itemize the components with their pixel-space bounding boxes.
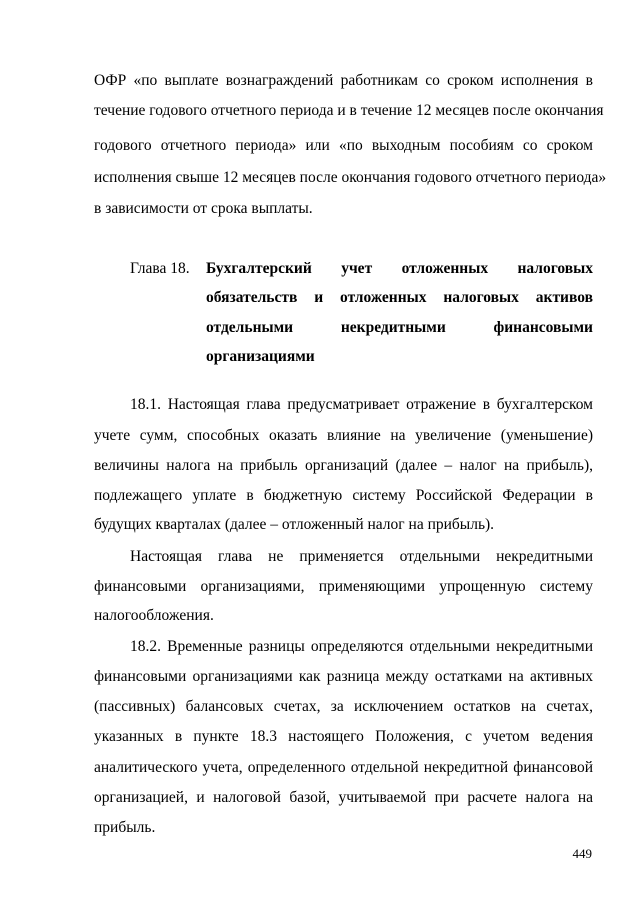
chapter-title-line: отдельными некредитными финансовыми xyxy=(206,319,593,336)
text-line: налогообложения. xyxy=(94,607,214,624)
text-line: годового отчетного периода» или «по выходным пособиям со сроком xyxy=(94,137,593,154)
text-line: 18.2. Временные разницы определяются отдельными некредитными xyxy=(130,638,593,655)
text-line: подлежащего уплате в бюджетную систему Российской Федерации в xyxy=(94,487,593,504)
text-line: ОФР «по выплате вознаграждений работникам со сроком исполнения в xyxy=(94,72,593,89)
text-line: указанных в пункте 18.3 настоящего Положения, с учетом ведения xyxy=(94,728,593,745)
text-line: в зависимости от срока выплаты. xyxy=(94,200,313,217)
text-line: организацией, и налоговой базой, учитываемой при расчете налога на xyxy=(94,789,593,806)
text-line: Настоящая глава не применяется отдельными некредитными xyxy=(130,548,593,565)
chapter-title-line: Бухгалтерский учет отложенных налоговых xyxy=(206,260,593,277)
page-number: 449 xyxy=(572,846,592,861)
text-line: финансовыми организациями, применяющими упрощенную систему xyxy=(94,578,593,595)
text-line: 18.1. Настоящая глава предусматривает отражение в бухгалтерском xyxy=(130,396,593,413)
chapter-title-line: обязательств и отложенных налоговых активов xyxy=(206,289,593,306)
chapter-title-line: организациями xyxy=(206,348,315,365)
text-line: величины налога на прибыль организаций (далее – налог на прибыль), xyxy=(94,457,593,474)
text-line: исполнения свыше 12 месяцев после окончания годового отчетного периода» xyxy=(94,169,607,186)
text-line: (пассивных) балансовых счетах, за исключением остатков на счетах, xyxy=(94,698,593,715)
text-line: финансовыми организациями как разница между остатками на активных xyxy=(94,668,593,685)
chapter-label: Глава 18. xyxy=(130,260,190,277)
text-line: течение годового отчетного периода и в течение 12 месяцев после окончания xyxy=(94,102,604,119)
text-line: аналитического учета, определенного отдельной некредитной финансовой xyxy=(94,759,593,776)
text-line: прибыль. xyxy=(94,819,156,836)
text-line: будущих кварталах (далее – отложенный налог на прибыль). xyxy=(94,516,495,533)
text-line: учете сумм, способных оказать влияние на увеличение (уменьшение) xyxy=(94,427,593,444)
